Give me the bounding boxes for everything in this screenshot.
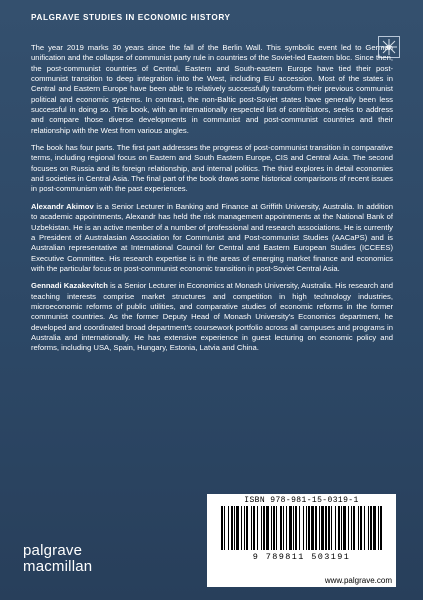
- blurb-paragraph: [31, 43, 393, 136]
- barcode-bar: [244, 506, 245, 550]
- barcode-bar: [253, 506, 255, 550]
- barcode-bar: [325, 506, 327, 550]
- author-name: Alexandr Akimov: [31, 201, 94, 211]
- barcode-bar: [303, 506, 304, 550]
- barcode-bar: [315, 506, 317, 550]
- isbn-label: ISBN 978-981-15-0319-1: [244, 496, 359, 505]
- barcode-bar: [236, 506, 239, 550]
- barcode-bar: [348, 506, 349, 550]
- publisher-logo: [23, 543, 92, 575]
- barcode-panel: [207, 494, 396, 575]
- barcode-bar: [299, 506, 300, 550]
- barcode-bar: [221, 506, 223, 550]
- brand-line2: macmillan: [23, 558, 93, 575]
- barcode-bar: [246, 506, 248, 550]
- author-bio-text: is a Senior Lecturer in Economics at Monash University, Australia. His research and teaching interests comprise market structures and competition in high technology industries, microeconomic reforms of public utilities, and comparative studies of economic reforms in the former communist countries. As the former Deputy Head of Monash University's Economics department, he developed and coordinated broad department's coursework portfolio across all campuses and programs in Australia and internationally. He has extensive experience in guest lecturing on economic policy and reforms, including USA, Spain, Hungary, Estonia, Latvia and China.: [31, 281, 393, 353]
- barcode-bar: [224, 506, 225, 550]
- barcode-bar: [283, 506, 284, 550]
- series-title: PALGRAVE STUDIES IN ECONOMIC HISTORY: [31, 13, 231, 22]
- barcode-bar: [370, 506, 372, 550]
- blurb-paragraph: [31, 143, 393, 195]
- url-text: www.palgrave.com: [324, 576, 392, 585]
- barcode-bar: [311, 506, 314, 550]
- barcode-bar: [271, 506, 272, 550]
- barcode-bar: [263, 506, 265, 550]
- barcode-bar: [338, 506, 340, 550]
- barcode-bar: [280, 506, 282, 550]
- publisher-url: [207, 575, 396, 587]
- barcode-bar: [257, 506, 258, 550]
- barcode-bar: [380, 506, 382, 550]
- author-bio: [31, 202, 393, 274]
- barcode-bar: [351, 506, 352, 550]
- barcode-bar: [335, 506, 336, 550]
- barcode-bar: [373, 506, 376, 550]
- barcode-bar: [368, 506, 369, 550]
- barcode-bar: [328, 506, 330, 550]
- barcode-bar: [341, 506, 342, 550]
- barcode-bar: [231, 506, 233, 550]
- barcode-bar: [331, 506, 332, 550]
- barcode-bar: [273, 506, 275, 550]
- barcode-bar: [234, 506, 235, 550]
- barcode-bar: [289, 506, 292, 550]
- barcode-bar: [358, 506, 359, 550]
- blurb-text: [31, 43, 393, 361]
- barcode-bars: [215, 506, 388, 552]
- barcode-bar: [295, 506, 297, 550]
- barcode-bar: [364, 506, 365, 550]
- barcode-bar: [319, 506, 320, 550]
- barcode-bar: [321, 506, 324, 550]
- barcode-digits: 9 789811 503191: [252, 552, 351, 562]
- author-bio: [31, 281, 393, 353]
- barcode-bar: [306, 506, 307, 550]
- paragraph-text: The book has four parts. The first part addresses the progress of post-communist transition in comparative terms, including regional focus on Eastern and South Eastern Europe, CIS and Central Asia. The second focuses on Russia and its foreign relationship, and internal politics. The third explores in detail economies and societies in Central Asia. The final part of the book draws some historical comparisons of recent issues in post-communism with the past experiences.: [31, 143, 393, 194]
- barcode-bar: [343, 506, 346, 550]
- brand-line1: palgrave: [23, 542, 83, 559]
- paragraph-text: The year 2019 marks 30 years since the fall of the Berlin Wall. This symbolic event led to German unification and the collapse of communist party rule in countries of the Soviet-led Eastern bloc. Since then, the post-communist countries of Central, Eastern and South-eastern Europe have tied their post-communist transition to deep integration into the West, including EU accession. Most of the states in Central and Eastern Europe have been able to relatively successfully transform their previous communist political and economic systems. In contrast, the non-Baltic post-Soviet states have generally been less successful in doing so. This book, with an internationally respected list of contributors, seeks to address and compare those diverse developments in communist and post-communist countries and their relationship with the West from various angles.: [31, 43, 393, 135]
- barcode-bar: [353, 506, 355, 550]
- barcode-bar: [228, 506, 229, 550]
- barcode-bar: [360, 506, 362, 550]
- barcode-bar: [266, 506, 269, 550]
- barcode-bar: [251, 506, 252, 550]
- author-name: Gennadi Kazakevitch: [31, 281, 108, 291]
- barcode-bar: [308, 506, 310, 550]
- barcode-bar: [293, 506, 294, 550]
- barcode-bar: [261, 506, 262, 550]
- barcode-bar: [378, 506, 379, 550]
- author-bio-text: is a Senior Lecturer in Banking and Finance at Griffith University, Australia. In addition to academic appointments, Alexandr has held the risk management appointments at the National Bank of Uzbekistan. He is an active member of a number of professional and research associations. He is currently a President of Australasian Association for Communist and Post-communist Studies (AACaPS) and is Australian representative at International Council for Central and Eastern European Studies (ICCEES) Executive Committee. His research expertise is in the areas of emerging market finance and economics with the particular focus on post-communist economic transition in post-Soviet Central Asia.: [31, 201, 393, 273]
- barcode-bar: [241, 506, 242, 550]
- barcode-bar: [276, 506, 277, 550]
- barcode-bar: [286, 506, 287, 550]
